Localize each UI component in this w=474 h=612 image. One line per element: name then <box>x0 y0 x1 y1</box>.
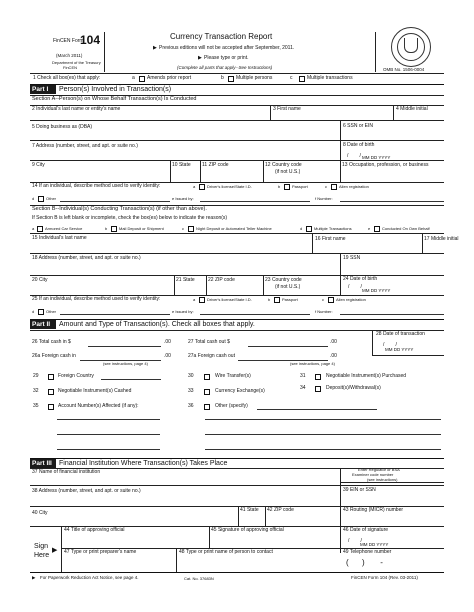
f14-alien-registration-checkbox[interactable] <box>331 184 337 190</box>
field-27a-label: 27a Foreign cash out <box>188 353 235 359</box>
field-15-label: 15 Individual's last name <box>32 235 87 241</box>
field-25-label: 25 If an individual, describe method used to verify identity: <box>32 296 161 302</box>
field-24-label: 24 Date of birth <box>343 276 378 282</box>
instruments-purchased-label: Negotiable Instrument(s) Purchased <box>326 373 407 379</box>
field-6-label: 6 SSN or EIN <box>343 123 374 129</box>
f25-passport-label: Passport <box>282 297 298 302</box>
other-specify-line-2[interactable] <box>205 419 441 420</box>
f25-other-label: Other <box>46 309 57 314</box>
f14-drivers-license-label: Driver's license/State I.D. <box>207 184 252 189</box>
field-46-format: MM DD YYYY <box>360 542 389 547</box>
footer-arrow-icon: ▶ <box>32 575 36 580</box>
instruments-purchased-checkbox[interactable] <box>315 374 321 380</box>
sign-here-line1: Sign <box>34 543 49 550</box>
field-32-num: 32 <box>33 388 39 394</box>
section-b-heading: Section B--Individual(s) Conducting Transaction(s) (if other than above). <box>32 206 207 212</box>
f14-issued-by-input[interactable] <box>200 201 310 202</box>
field-45-label: 45 Signature of approving official <box>211 527 284 533</box>
line1-letter-b: b <box>221 75 224 81</box>
deposits-withdrawals-checkbox[interactable] <box>315 386 321 392</box>
field-27a-cents: .00 <box>330 353 337 359</box>
field-42-label: 42 ZIP code <box>267 507 294 513</box>
f14-other-input[interactable] <box>60 201 170 202</box>
multiple-transactions-label: Multiple transactions <box>307 75 353 81</box>
field-26-cents: .00 <box>164 339 171 345</box>
f14-passport-checkbox[interactable] <box>284 184 290 190</box>
form-prefix: FinCEN Form <box>53 38 84 44</box>
field-24-format: MM DD YYYY <box>362 288 391 293</box>
reason-letter-b: b <box>105 226 108 231</box>
field-27-cents: .00 <box>330 339 337 345</box>
field-34-num: 34 <box>300 385 306 391</box>
f14-letter-d: d <box>32 196 35 201</box>
line1-label: 1 Check all box(es) that apply: <box>33 75 101 81</box>
regulator-code-label-2: Examiner code number <box>352 472 394 477</box>
treasury-seal-icon <box>391 27 431 67</box>
omb-number: OMB No. 1506-0004 <box>383 67 425 72</box>
sign-here-line2: Here <box>34 552 50 559</box>
amends-prior-report-label: Amends prior report <box>147 75 192 81</box>
field-8-format: MM DD YYYY <box>362 155 391 160</box>
field-44-label: 44 Title of approving official <box>64 527 125 533</box>
multiple-persons-checkbox[interactable] <box>228 76 234 82</box>
other-specify-input[interactable] <box>257 409 377 410</box>
f25-letter-a: a <box>193 297 196 302</box>
f25-drivers-license-label: Driver's license/State I.D. <box>207 297 252 302</box>
amends-prior-report-checkbox[interactable] <box>139 76 145 82</box>
field-31-num: 31 <box>300 373 306 379</box>
part1-title: Person(s) Involved in Transaction(s) <box>59 86 172 93</box>
f25-drivers-license-checkbox[interactable] <box>199 297 205 303</box>
f14-drivers-license-checkbox[interactable] <box>199 184 205 190</box>
field-26a-note: (see instructions, page 4) <box>103 361 148 366</box>
field-28-label: 28 Date of transaction <box>376 331 425 337</box>
field-3-label: 3 First name <box>273 106 301 112</box>
part3-title: Financial Institution Where Transaction(s) Takes Place <box>59 460 228 467</box>
field-17-label: 17 Middle initial <box>424 236 459 242</box>
header-divider-left <box>104 32 105 72</box>
line1-letter-a: a <box>132 75 135 81</box>
field-11-label: 11 ZIP code <box>202 162 229 168</box>
field-48-label: 48 Type or print name of person to contact <box>179 549 273 555</box>
part3-tag: Part III <box>30 459 56 468</box>
reason-armored-car-checkbox[interactable] <box>37 226 43 232</box>
part1-tag: Part I <box>30 85 56 94</box>
regulator-code-label-1: Enter Regulator or BSA <box>358 467 400 472</box>
f14-letter-a: a <box>193 184 196 189</box>
field-22-label: 22 ZIP code <box>208 277 235 283</box>
field-20-label: 20 City <box>32 277 48 283</box>
field-38-label: 38 Address (number, street, and apt. or suite no.) <box>32 488 141 494</box>
wire-transfer-label: Wire Transfer(s) <box>215 373 251 379</box>
f25-passport-checkbox[interactable] <box>274 297 280 303</box>
field-13-label: 13 Occupation, profession, or business <box>342 162 429 168</box>
regulator-code-label-3: (see instructions) <box>367 477 398 482</box>
multiple-persons-label: Multiple persons <box>236 75 273 81</box>
rev-date: (March 2011) <box>56 53 83 58</box>
f25-letter-b: b <box>268 297 271 302</box>
f25-issued-by-label: e Issued by: <box>172 309 194 314</box>
field-27a-note: (see instructions, page 4) <box>290 361 335 366</box>
reason-armored-car-label: Armored Car Service <box>45 226 83 231</box>
reason-letter-a: a <box>32 226 35 231</box>
field-46-label: 46 Date of signature <box>343 527 389 533</box>
account-number-line-2[interactable] <box>57 434 160 435</box>
department: Department of the Treasury <box>52 60 101 65</box>
reason-mail-deposit-checkbox[interactable] <box>111 226 117 232</box>
field-43-label: 43 Routing (MICR) number <box>343 507 404 513</box>
sign-here-arrow-icon: ▶ <box>52 547 58 554</box>
field-8-slash: / / <box>347 153 361 159</box>
f25-issued-by-input[interactable] <box>200 314 310 315</box>
footer-form-rev: FinCEN Form 104 (Rev. 03-2011) <box>351 575 418 580</box>
notice-type-print: Please type or print. <box>204 55 249 61</box>
field-26a-cents: .00 <box>164 353 171 359</box>
section-a-heading: Section A--Person(s) on Whose Behalf Transaction(s) Is Conducted <box>32 96 197 102</box>
foreign-country-input[interactable] <box>101 379 161 380</box>
field-29-num: 29 <box>33 373 39 379</box>
part2-tag: Part II <box>30 320 56 329</box>
reason-letter-e: e <box>368 226 371 231</box>
field-19-label: 19 SSN <box>343 255 361 261</box>
f25-letter-c: c <box>322 297 324 302</box>
wire-transfer-checkbox[interactable] <box>204 374 210 380</box>
field-9-label: 9 City <box>32 162 45 168</box>
account-numbers-checkbox[interactable] <box>48 404 54 410</box>
field-49-format: ( ) - <box>346 558 383 567</box>
foreign-country-label: Foreign Country <box>58 373 94 379</box>
account-number-line-3[interactable] <box>57 449 160 450</box>
form-number: 104 <box>80 33 101 47</box>
field-36-num: 36 <box>188 403 194 409</box>
field-12-label: 12 Country code <box>265 162 302 168</box>
agency: FinCEN <box>63 65 78 70</box>
notice-arrow-1: ▶ <box>153 45 157 51</box>
part2-title: Amount and Type of Transaction(s). Check all boxes that apply. <box>59 321 255 328</box>
currency-exchange-checkbox[interactable] <box>204 389 210 395</box>
notice-arrow-2: ▶ <box>198 55 202 61</box>
reason-night-deposit-checkbox[interactable] <box>188 226 194 232</box>
f14-other-checkbox[interactable] <box>38 196 44 202</box>
f14-number-input[interactable] <box>340 201 444 202</box>
f25-alien-registration-checkbox[interactable] <box>328 297 334 303</box>
section-b-instructions: If Section B is left blank or incomplete, check the box(es) below to indicate the reason(s) <box>32 215 228 221</box>
reason-multiple-transactions-label: Multiple Transactions <box>314 226 352 231</box>
currency-exchange-label: Currency Exchange(s) <box>215 388 265 394</box>
field-27-input[interactable] <box>248 346 328 347</box>
field-39-label: 39 EIN or SSN <box>343 487 376 493</box>
field-41-label: 41 State <box>240 507 259 513</box>
f25-other-input[interactable] <box>60 314 170 315</box>
field-47-label: 47 Type or print preparer's name <box>64 549 137 555</box>
field-33-num: 33 <box>188 388 194 394</box>
field-2-label: 2 Individual's last name or entity's name <box>32 106 121 112</box>
f14-letter-c: c <box>325 184 327 189</box>
deposits-withdrawals-label: Deposit(s)/Withdrawal(s) <box>326 385 381 391</box>
multiple-transactions-checkbox[interactable] <box>299 76 305 82</box>
footer-cat-number: Cat. No. 37683N <box>184 576 214 581</box>
form-title: Currency Transaction Report <box>170 32 273 41</box>
field-46-slash: / / <box>348 538 362 544</box>
field-26a-label: 26a Foreign cash in <box>32 353 76 359</box>
field-23-note: (if not U.S.) <box>275 284 301 290</box>
field-10-label: 10 State <box>172 162 191 168</box>
other-specify-label: Other (specify) <box>215 403 248 409</box>
f14-alien-registration-label: Alien registration <box>339 184 369 189</box>
field-5-label: 5 Doing business as (DBA) <box>32 124 93 130</box>
account-number-line-1[interactable] <box>57 419 160 420</box>
field-16-label: 16 First name <box>315 236 346 242</box>
field-28-slash: / / <box>383 342 397 348</box>
reason-letter-d: d <box>300 226 303 231</box>
f25-number-label: f Number: <box>315 309 333 314</box>
other-specify-line-3[interactable] <box>205 434 441 435</box>
instruments-cashed-label: Negotiable Instrument(s) Cashed <box>58 388 132 394</box>
field-8-label: 8 Date of birth <box>343 142 375 148</box>
field-37-label: 37 Name of financial institution <box>32 469 101 475</box>
field-21-label: 21 State <box>176 277 195 283</box>
field-14-label: 14 If an individual, describe method used to verify identity: <box>32 183 161 189</box>
field-26-input[interactable] <box>88 346 161 347</box>
field-30-num: 30 <box>188 373 194 379</box>
f25-other-checkbox[interactable] <box>38 309 44 315</box>
reason-letter-c: c <box>182 226 184 231</box>
field-35-num: 35 <box>33 403 39 409</box>
f14-issued-by-label: e Issued by: <box>172 196 194 201</box>
field-24-slash: / / <box>348 284 362 290</box>
field-7-label: 7 Address (number, street, and apt. or suite no.) <box>32 143 138 149</box>
field-49-label: 49 Telephone number <box>343 549 392 555</box>
f25-letter-d: d <box>32 309 35 314</box>
other-specify-line-4[interactable] <box>205 449 441 450</box>
field-4-label: 4 Middle initial <box>396 106 428 112</box>
footer-paperwork-notice: For Paperwork Reduction Act Notice, see page 4. <box>40 575 139 580</box>
reason-own-behalf-label: Conducted On Own Behalf <box>382 226 430 231</box>
field-26-label: 26 Total cash in $ <box>32 339 71 345</box>
f14-passport-label: Passport <box>292 184 308 189</box>
instruments-cashed-checkbox[interactable] <box>48 389 54 395</box>
reason-mail-deposit-label: Mail Deposit or Shipment <box>119 226 164 231</box>
foreign-country-checkbox[interactable] <box>48 374 54 380</box>
field-12-note: (if not U.S.) <box>275 169 301 175</box>
line1-letter-c: c <box>290 75 293 81</box>
field-28-format-mmddyyyy: MM DD YYYY <box>385 347 414 352</box>
f14-number-label: f Number: <box>315 196 333 201</box>
other-specify-checkbox[interactable] <box>204 404 210 410</box>
header-divider-right <box>375 32 376 72</box>
notice-previous-editions: Previous editions will not be accepted after September, 2011. <box>159 45 295 51</box>
f25-number-input[interactable] <box>340 314 444 315</box>
reason-own-behalf-checkbox[interactable] <box>374 226 380 232</box>
field-40-label: 40 City <box>32 510 48 516</box>
notice-complete-parts: (Complete all parts that apply--See Instructions) <box>177 65 273 70</box>
f25-alien-registration-label: Alien registration <box>336 297 366 302</box>
reason-night-deposit-label: Night Deposit or Automated Teller Machine <box>196 226 272 231</box>
account-numbers-label: Account Number(s) Affected (if any): <box>58 403 139 409</box>
field-18-label: 18 Address (number, street, and apt. or suite no.) <box>32 255 141 261</box>
reason-multiple-transactions-checkbox[interactable] <box>306 226 312 232</box>
f14-letter-b: b <box>278 184 281 189</box>
f14-other-label: Other <box>46 196 57 201</box>
field-23-label: 23 Country code <box>265 277 302 283</box>
field-27-label: 27 Total cash out $ <box>188 339 230 345</box>
